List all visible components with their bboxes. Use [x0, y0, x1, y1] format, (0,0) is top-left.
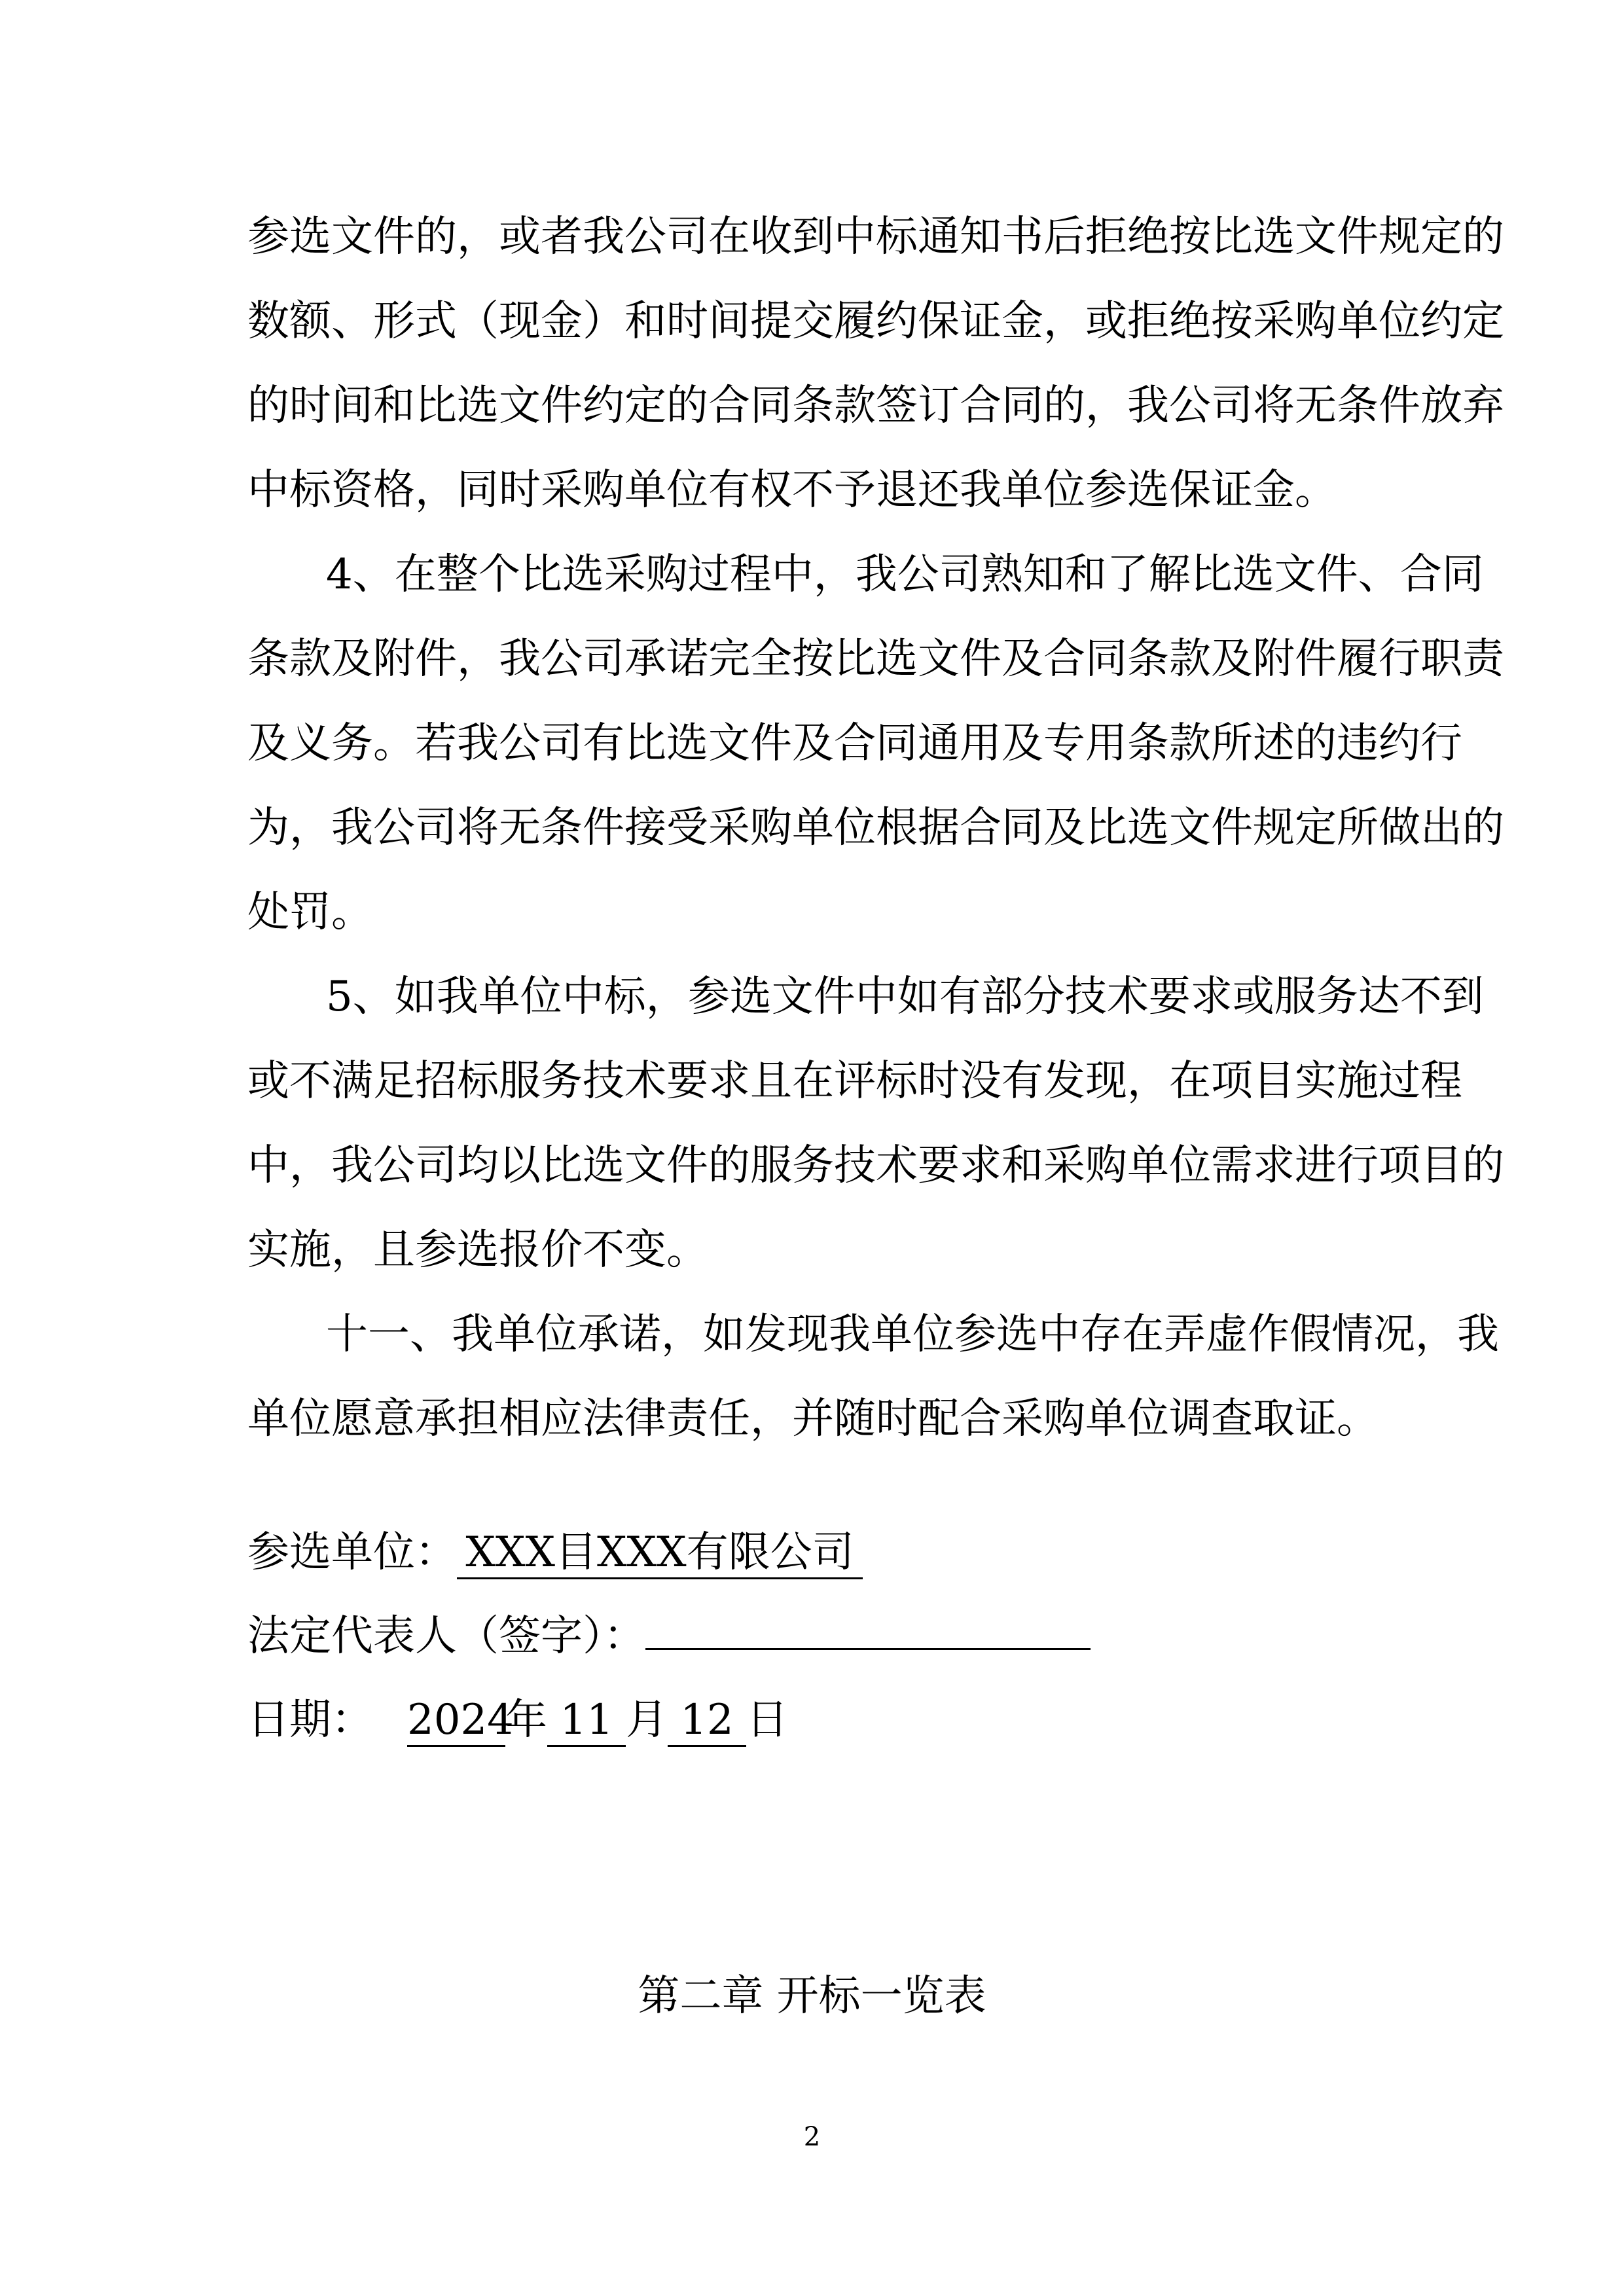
- item-5-line: 或不满足招标服务技术要求且在评标时没有发现，在项目实施过程: [247, 1057, 1462, 1105]
- legal-rep-signature-field: [645, 1648, 1091, 1650]
- item-5-line: 5、如我单位中标，参选文件中如有部分技术要求或服务达不到: [326, 973, 1484, 1021]
- legal-rep-row: [247, 1597, 1386, 1676]
- paragraph-line: 的时间和比选文件约定的合同条款签订合同的，我公司将无条件放弃: [247, 382, 1504, 430]
- item-5-line: 实施，且参选报价不变。: [247, 1226, 708, 1274]
- company-row: [247, 1513, 1386, 1592]
- item-4-line: 及义务。若我公司有比选文件及合同通用及专用条款所述的违约行: [247, 719, 1462, 768]
- day-unit: 日: [746, 1696, 788, 1744]
- date-month-field: 11: [547, 1695, 626, 1747]
- item-4-line: 为，我公司将无条件接受采购单位根据合同及比选文件规定所做出的: [247, 804, 1504, 852]
- company-name-field: XXX目XXX有限公司: [457, 1528, 863, 1579]
- date-label: 日期：: [247, 1696, 373, 1744]
- date-year-field: 2024: [407, 1695, 505, 1747]
- paragraph-line: 数额、形式（现金）和时间提交履约保证金，或拒绝按采购单位约定: [247, 297, 1504, 346]
- date-day-field: 12: [668, 1695, 746, 1747]
- company-label: 参选单位：: [247, 1528, 457, 1577]
- item-4-line: 条款及附件，我公司承诺完全按比选文件及合同条款及附件履行职责: [247, 635, 1504, 683]
- paragraph-line: 中标资格，同时采购单位有权不予退还我单位参选保证金。: [247, 466, 1337, 514]
- year-unit: 年: [505, 1696, 547, 1744]
- legal-rep-label: 法定代表人（签字）：: [247, 1612, 645, 1660]
- page-number: 2: [803, 2122, 821, 2152]
- item-11-line: 单位愿意承担相应法律责任，并随时配合采购单位调查取证。: [247, 1395, 1379, 1443]
- paragraph-line: 参选文件的，或者我公司在收到中标通知书后拒绝按比选文件规定的: [247, 213, 1504, 261]
- item-5-line: 中，我公司均以比选文件的服务技术要求和采购单位需求进行项目的: [247, 1141, 1504, 1190]
- chapter-title: 第二章 开标一览表: [638, 1972, 986, 2020]
- item-11-line: 十一、我单位承诺，如发现我单位参选中存在弄虚作假情况，我: [326, 1310, 1499, 1359]
- item-4-line: 处罚。: [247, 888, 373, 937]
- month-unit: 月: [626, 1696, 668, 1744]
- item-4-line: 4、在整个比选采购过程中，我公司熟知和了解比选文件、合同: [326, 550, 1484, 599]
- date-row: [247, 1681, 1386, 1759]
